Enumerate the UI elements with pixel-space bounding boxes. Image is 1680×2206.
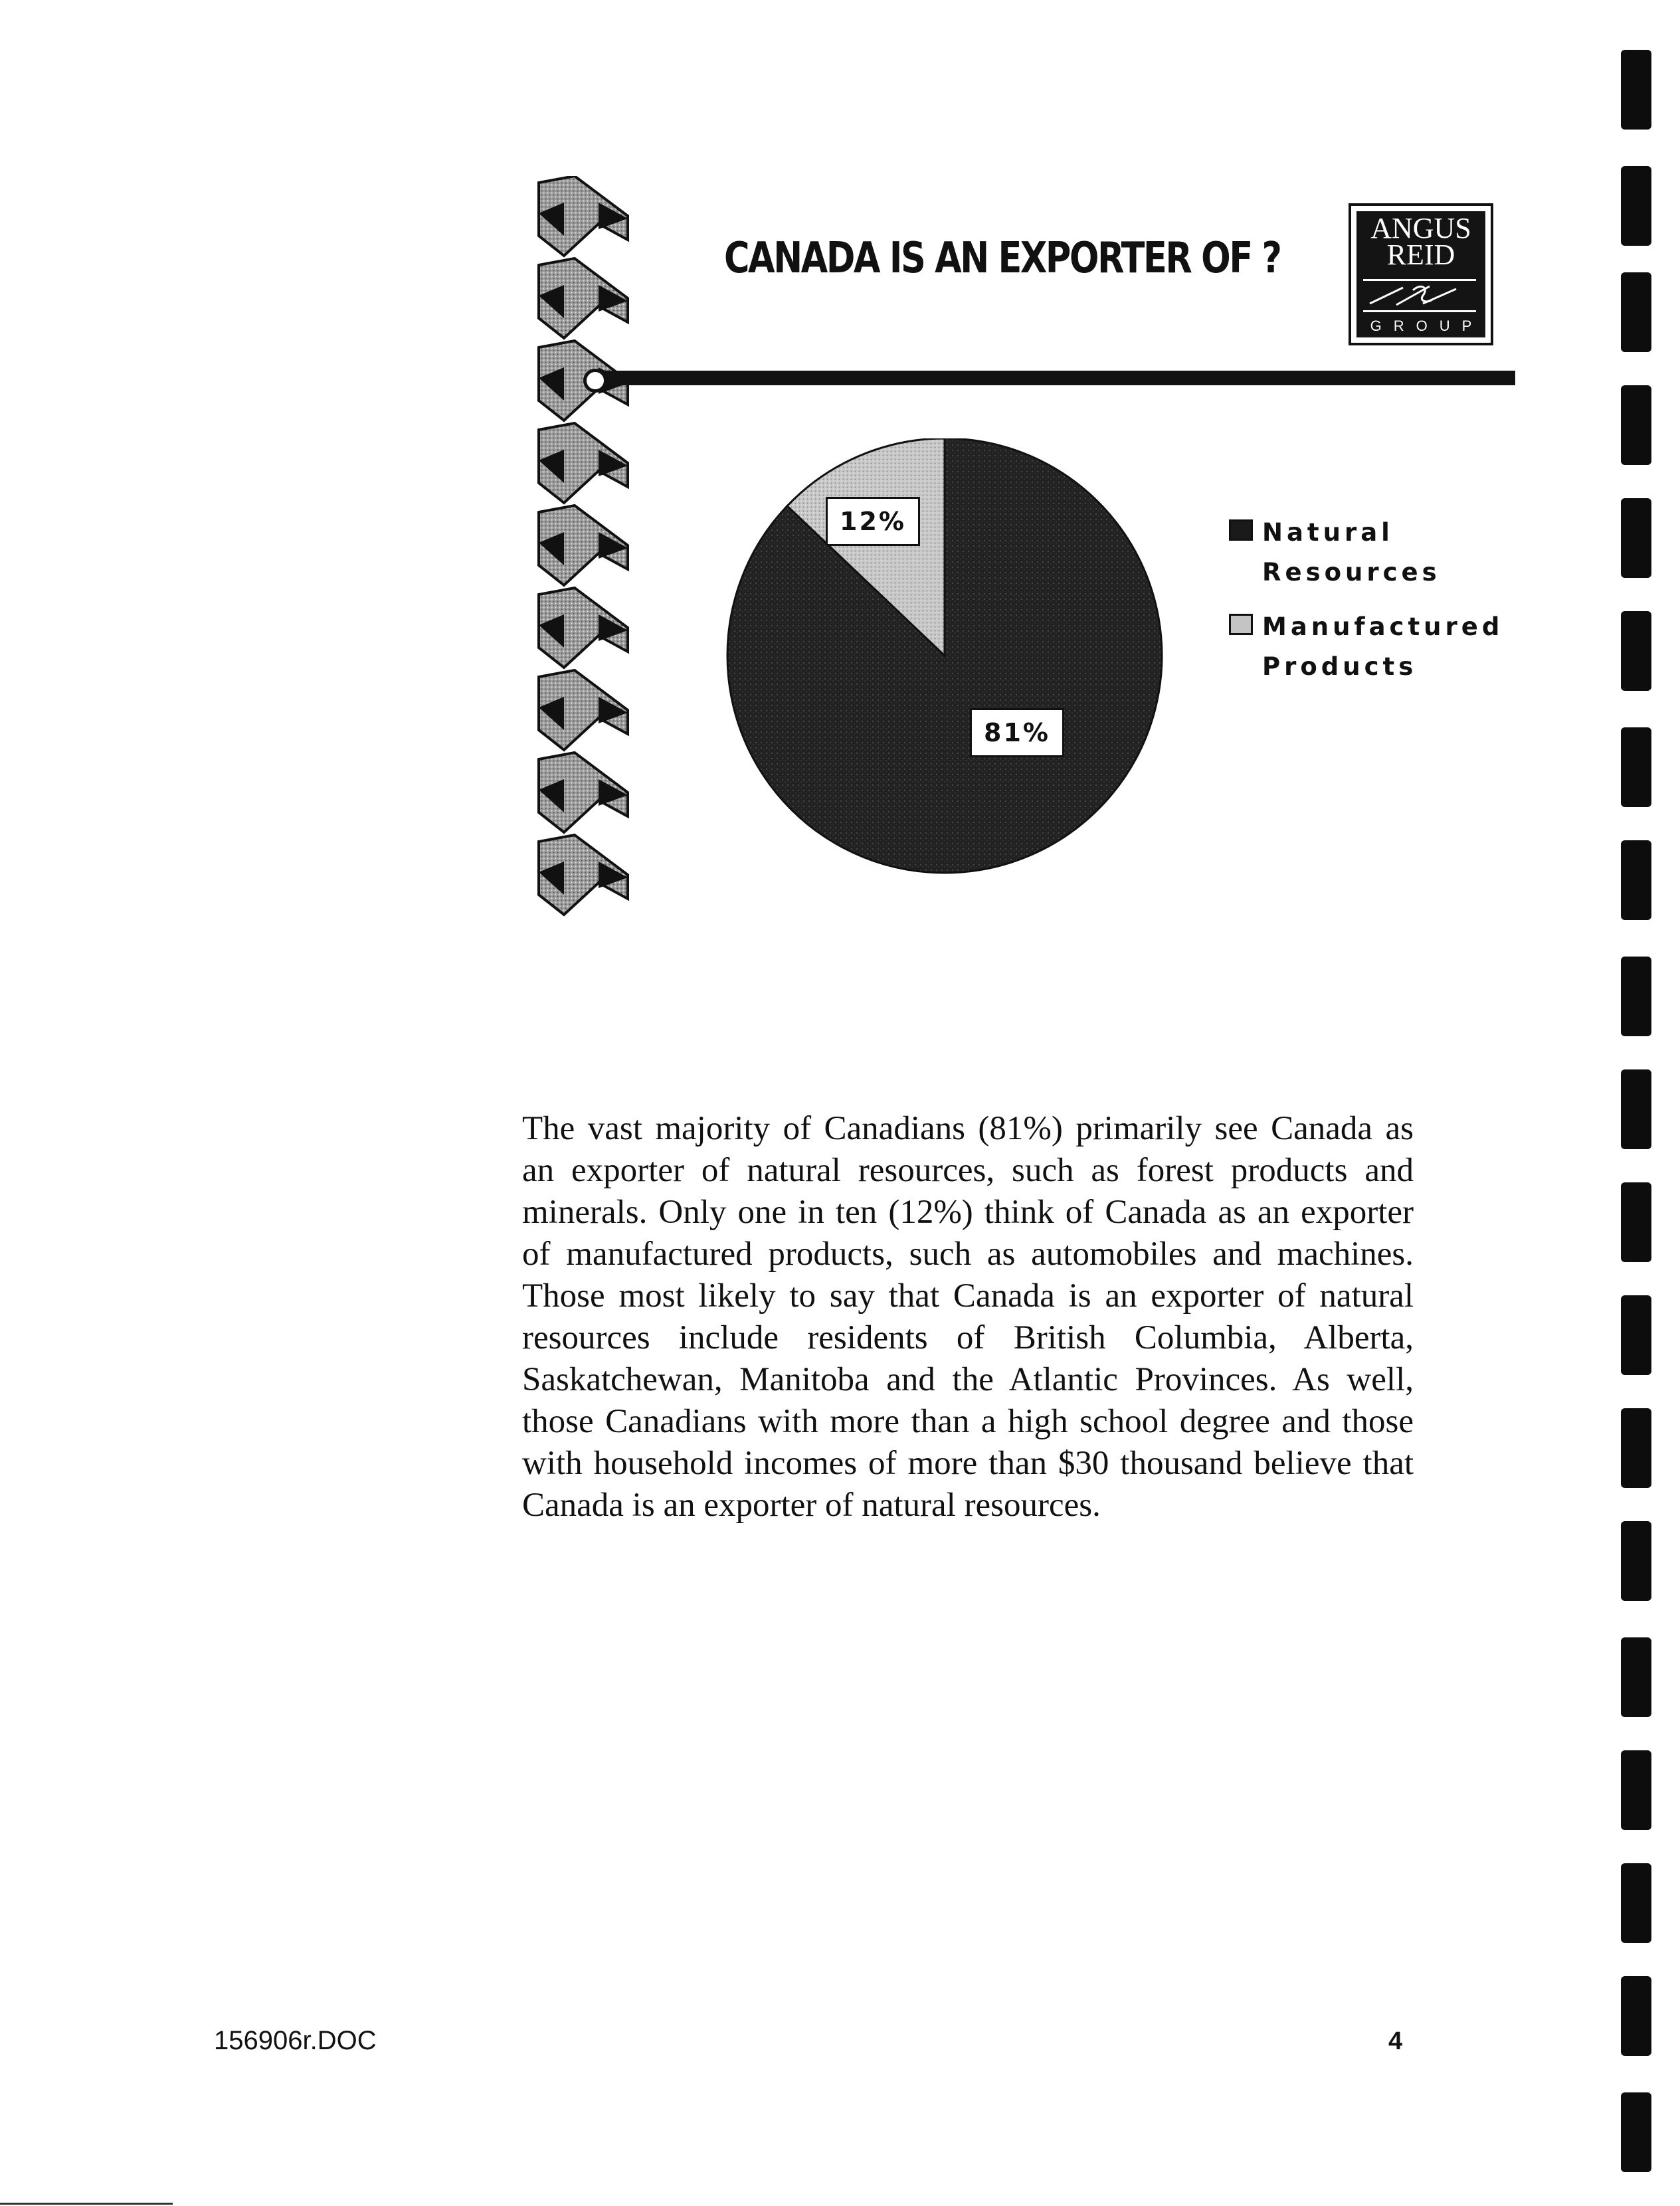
legend-item-manufactured-products	[1228, 607, 1527, 687]
legend-item-natural-resources	[1228, 513, 1527, 593]
logo-text-group: GROUP	[1370, 318, 1484, 334]
legend-swatch-dark	[1229, 519, 1253, 541]
page-number: 4	[1388, 2027, 1403, 2055]
rule-knob	[583, 369, 607, 393]
logo-text-angus: ANGUS	[1370, 212, 1471, 244]
binder-mark	[1621, 1976, 1651, 2056]
legend-label: Natural Resources	[1262, 518, 1441, 587]
slice-label-natural: 81%	[970, 708, 1064, 757]
binder-mark	[1621, 1521, 1651, 1601]
chart-legend	[1228, 513, 1527, 701]
slice-label-manufactured: 12%	[826, 497, 920, 546]
binder-mark	[1621, 385, 1651, 465]
body-paragraph: The vast majority of Canadians (81%) primarily see Canada as an exporter of natural resources, such as forest products and minerals. Only one in ten (12%) think of Canada as an exporter of manufactured products, such as automobiles and machines. Those most likely to say that Canada is an exporter of natural resources include residents of British Columbia, Alberta, Saskatchewan, Manitoba and the Atlantic Provinces. As well, those Canadians with more than a high school degree and those with household incomes of more than $30 thousand believe that Canada is an exporter of natural resources.	[522, 1110, 1414, 1524]
page-edge-line	[0, 2203, 173, 2205]
binder-mark	[1621, 1863, 1651, 1943]
binder-mark	[1621, 1295, 1651, 1375]
binder-mark	[1621, 727, 1651, 807]
decorative-ribbon	[535, 176, 641, 940]
binder-mark	[1621, 2092, 1651, 2172]
binder-mark	[1621, 1750, 1651, 1830]
binder-mark	[1621, 957, 1651, 1036]
slide-title: CANADA IS AN EXPORTER OF ?	[724, 234, 1281, 283]
binder-mark	[1621, 611, 1651, 691]
logo-signature-mark	[1363, 279, 1476, 312]
pie-chart	[691, 438, 1222, 903]
binder-mark	[1621, 840, 1651, 920]
binder-mark	[1621, 498, 1651, 578]
binder-mark	[1621, 1637, 1651, 1717]
legend-label: Manufactured Products	[1262, 612, 1504, 681]
binder-marks	[1621, 0, 1661, 2206]
header-rule	[590, 371, 1515, 385]
pie-chart-svg	[691, 438, 1222, 903]
binder-mark	[1621, 1182, 1651, 1262]
binder-mark	[1621, 166, 1651, 246]
binder-mark	[1621, 1408, 1651, 1488]
binder-mark	[1621, 272, 1651, 352]
angus-reid-logo	[1349, 203, 1493, 345]
binder-mark	[1621, 1069, 1651, 1149]
logo-text-reid: REID	[1386, 238, 1455, 271]
footer-document-name: 156906r.DOC	[214, 2026, 377, 2055]
legend-swatch-light	[1229, 614, 1253, 635]
binder-mark	[1621, 50, 1651, 130]
